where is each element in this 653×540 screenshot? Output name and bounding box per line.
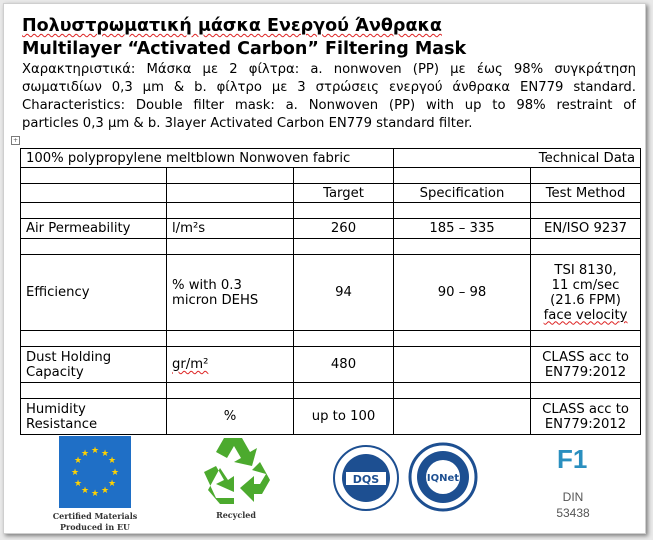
- eu-stars-icon: [59, 436, 131, 508]
- spec-sheet: [3, 3, 646, 534]
- property-humidity: Humidity Resistance: [21, 399, 167, 435]
- spec-humidity: [394, 399, 531, 435]
- table-row: [21, 239, 641, 255]
- svg-text:★: ★: [90, 489, 100, 499]
- eu-caption: Certified Materials Produced in EU: [52, 511, 138, 532]
- svg-text:★: ★: [100, 449, 110, 459]
- spec-efficiency: 90 – 98: [394, 255, 531, 331]
- dqs-certification-icon: [332, 444, 400, 512]
- table-move-handle-icon[interactable]: +: [12, 137, 19, 144]
- svg-text:IQNet: IQNet: [426, 473, 460, 484]
- unit-dust-holding: gr/m²: [167, 347, 294, 383]
- header-specification: Specification: [394, 184, 531, 203]
- table-row: [21, 383, 641, 399]
- spec-air-permeability: 185 – 335: [394, 219, 531, 239]
- table-row: [21, 203, 641, 219]
- table-row: [21, 399, 641, 435]
- unit-humidity: %: [167, 399, 294, 435]
- description-line-1: Χαρακτηριστικά: Μάσκα με 2 φίλτρα: a. nonwoven (PP) με έως 98% συγκράτηση: [22, 62, 636, 77]
- table-row: [21, 149, 641, 168]
- svg-text:★: ★: [80, 449, 90, 459]
- table-row: [21, 255, 641, 331]
- recycled-caption: Recycled: [216, 510, 256, 520]
- svg-text:★: ★: [100, 486, 110, 496]
- target-humidity: up to 100: [294, 399, 394, 435]
- target-efficiency: 94: [294, 255, 394, 331]
- header-target: Target: [294, 184, 394, 203]
- table-row: [21, 219, 641, 239]
- technical-data-cell: Technical Data: [394, 149, 641, 168]
- description-line-4: particles 0,3 μm & b. 3layer Activated Carbon EN779 standard filter.: [22, 116, 473, 131]
- property-efficiency: Efficiency: [21, 255, 167, 331]
- title-greek: Πολυστρωματική μάσκα Ενεργού Άνθρακα: [22, 16, 442, 36]
- spec-dust-holding: [394, 347, 531, 383]
- svg-text:★: ★: [107, 456, 117, 466]
- table-header-row: [21, 184, 641, 203]
- method-dust-holding: CLASS acc to EN779:2012: [531, 347, 641, 383]
- table-row: [21, 331, 641, 347]
- svg-text:★: ★: [70, 468, 80, 478]
- table-row: [21, 168, 641, 184]
- description-line-2: σωματιδίων 0,3 μm & b. φίλτρο με 3 στρώσεις ενεργού άνθρακα EN779 standard.: [22, 80, 636, 95]
- technical-data-table: [20, 148, 641, 435]
- f1-filter-class: F1: [557, 444, 588, 474]
- svg-text:★: ★: [90, 446, 100, 456]
- title-english: Multilayer “Activated Carbon” Filtering Mask: [22, 39, 467, 59]
- method-efficiency: TSI 8130, 11 cm/sec (21.6 FPM) face velocity: [531, 255, 641, 331]
- material-cell: 100% polypropylene meltblown Nonwoven fabric: [21, 149, 394, 168]
- unit-efficiency: % with 0.3 micron DEHS: [167, 255, 294, 331]
- header-test-method: Test Method: [531, 184, 641, 203]
- recycle-icon: [194, 432, 278, 510]
- svg-text:★: ★: [73, 456, 83, 466]
- svg-text:★: ★: [73, 479, 83, 489]
- method-air-permeability: EN/ISO 9237: [531, 219, 641, 239]
- unit-air-permeability: l/m²s: [167, 219, 294, 239]
- property-air-permeability: Air Permeability: [21, 219, 167, 239]
- property-dust-holding: Dust Holding Capacity: [21, 347, 167, 383]
- svg-text:DQS: DQS: [352, 473, 380, 486]
- svg-text:★: ★: [110, 468, 120, 478]
- svg-text:★: ★: [107, 479, 117, 489]
- din-standard: DIN 53438: [556, 490, 590, 520]
- table-row: [21, 347, 641, 383]
- target-air-permeability: 260: [294, 219, 394, 239]
- description-line-3: Characteristics: Double filter mask: a. Nonwoven (PP) with up to 98% restraint of: [22, 98, 636, 113]
- target-dust-holding: 480: [294, 347, 394, 383]
- svg-text:★: ★: [80, 486, 90, 496]
- iqnet-certification-icon: [408, 442, 478, 512]
- method-humidity: CLASS acc to EN779:2012: [531, 399, 641, 435]
